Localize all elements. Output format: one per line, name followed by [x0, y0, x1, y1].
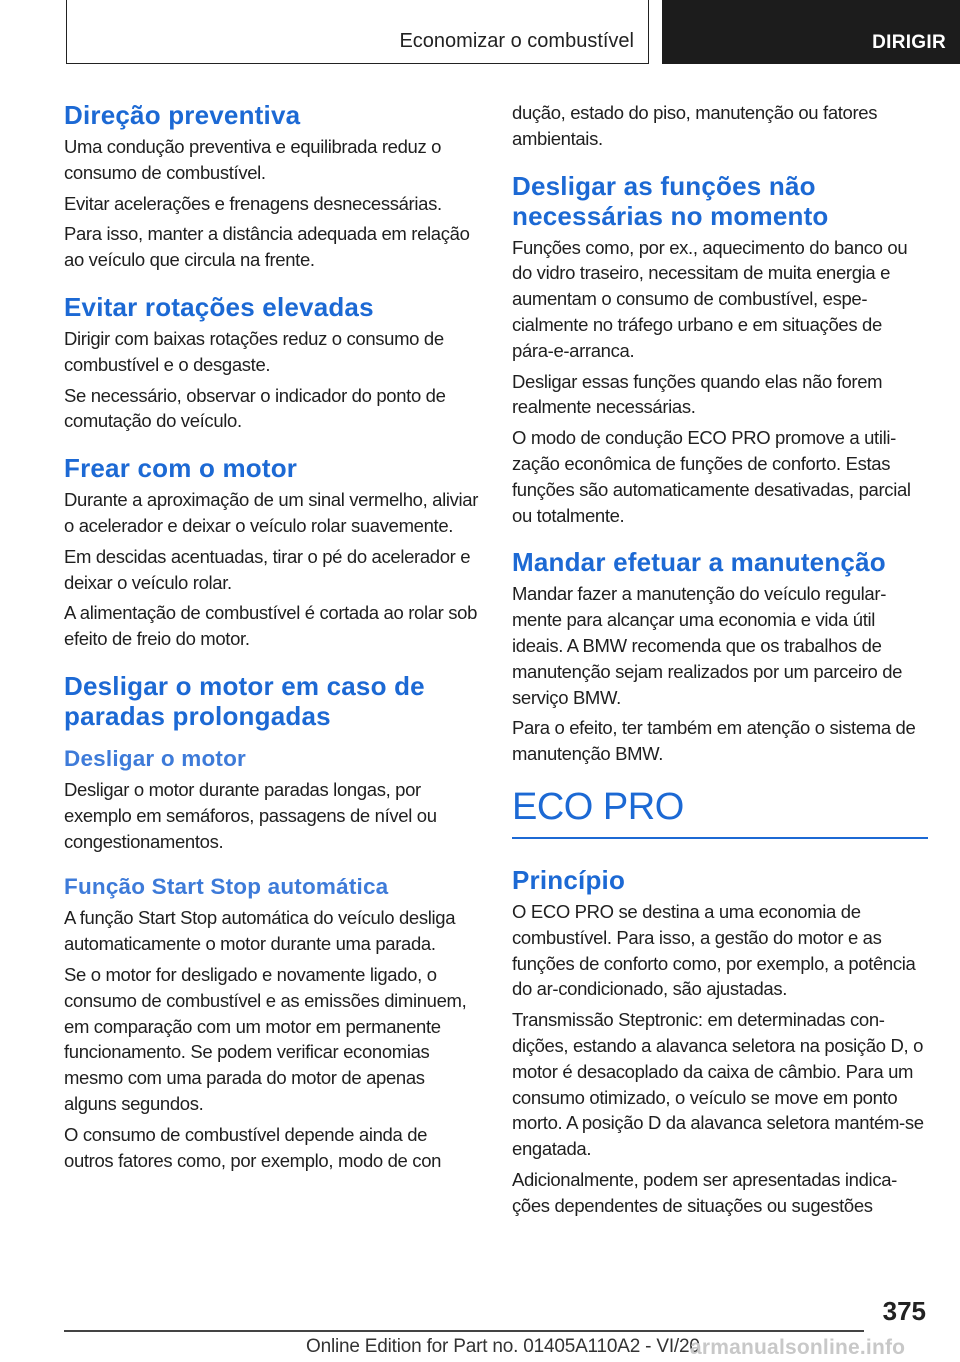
subheading-desligar-motor: Desligar o motor: [64, 745, 246, 771]
paragraph: Desligar essas funções quando elas não forem realmente necessárias.: [512, 370, 883, 418]
chapter-tab: [662, 0, 960, 64]
section-title: Economizar o combustível: [399, 30, 634, 52]
paragraph: A alimentação de combustível é cortada ao rolar sob efeito de freio do motor.: [64, 602, 478, 650]
paragraph: O consumo de combustível depende ainda de outros fatores como, por exemplo, modo de con: [64, 1123, 442, 1171]
heading-frear-com-motor: Frear com o motor: [64, 453, 298, 484]
header-frame: [66, 0, 649, 64]
paragraph: Se necessário, observar o indicador do ponto de comutação do veículo.: [64, 384, 446, 432]
paragraph: Transmissão Steptronic: em determinadas condições, estando a alavanca seletora na posição D, o motor é desacoplado da caixa de câmbio. Para um consumo otimizado, o veículo se move em ponto morto. A posição D da alavanca seletora mantém-se engatada.: [512, 1009, 924, 1160]
footer-edition: Online Edition for Part no. 01405A110A2 - VI/20: [306, 1336, 700, 1357]
paragraph: Funções como, por ex., aquecimento do banco ou do vidro traseiro, necessitam de muita energia e aumentam o consumo de combustível, especialmente no tráfego urbano e em situações de pára-e-arranca.: [512, 236, 908, 361]
paragraph: O ECO PRO se destina a uma economia de combustível. Para isso, a gestão do motor e as funções de conforto como, por exemplo, a potência do ar-condicionado, são ajustadas.: [512, 900, 916, 1000]
chapter-heading-eco-pro: ECO PRO: [512, 785, 928, 839]
paragraph: Se o motor for desligado e novamente ligado, o consumo de combustível e as emissões diminuem, em comparação com um motor em permanente funcionamento. Se podem verificar economias mesmo com uma parada do motor de apenas alguns segundos.: [64, 963, 467, 1114]
paragraph: Dirigir com baixas rotações reduz o consumo de combustível e o desgaste.: [64, 327, 444, 375]
paragraph: Durante a aproximação de um sinal vermelho, aliviar o acelerador e deixar o veículo rolar suavemente.: [64, 489, 479, 536]
heading-direcao-preventiva: Direção preventiva: [64, 100, 301, 130]
paragraph: O modo de condução ECO PRO promove a utilização econômica de funções de conforto. Estas funções são automaticamente desativadas, parcial ou totalmente.: [512, 427, 911, 526]
subheading-start-stop: Função Start Stop automática: [64, 874, 389, 900]
paragraph: Para isso, manter a distância adequada em relação ao veículo que circula na frente.: [64, 223, 470, 271]
paragraph: Mandar fazer a manutenção do veículo regularmente para alcançar uma economia e vida útil ideais. A BMW recomenda que os trabalhos de manutenção sejam realizados por um parceiro de serviço BMW.: [512, 583, 903, 708]
paragraph: dução, estado do piso, manutenção ou fatores ambientais.: [512, 102, 878, 149]
watermark: armanualsonline.info: [690, 1336, 906, 1359]
paragraph: Para o efeito, ter também em atenção o sistema de manutenção BMW.: [512, 717, 916, 765]
left-column: [64, 100, 480, 1178]
paragraph: A função Start Stop automática do veículo desliga automaticamente o motor durante uma parada.: [64, 907, 456, 955]
paragraph: Desligar o motor durante paradas longas, por exemplo em semáforos, passagens de nível ou congestionamentos.: [64, 778, 437, 852]
heading-desligar-funcoes: Desligar as funções não necessárias no momento: [512, 170, 829, 231]
heading-principio: Princípio: [512, 864, 626, 895]
heading-evitar-rotacoes: Evitar rotações elevadas: [64, 291, 374, 322]
heading-desligar-motor-paradas: Desligar o motor em caso de paradas prolongadas: [64, 670, 425, 731]
right-column: [512, 100, 928, 1224]
paragraph: Em descidas acentuadas, tirar o pé do acelerador e deixar o veículo rolar.: [64, 545, 471, 593]
heading-mandar-manutencao: Mandar efetuar a manutenção: [512, 547, 886, 578]
paragraph: Adicionalmente, podem ser apresentadas indicações dependentes de situações ou sugestões: [512, 1168, 898, 1216]
paragraph: Evitar acelerações e frenagens desnecessárias.: [64, 192, 442, 214]
footer-rule: [64, 1330, 864, 1332]
page-header: [0, 0, 960, 66]
chapter-label: DIRIGIR: [872, 32, 946, 53]
paragraph: Uma condução preventiva e equilibrada reduz o consumo de combustível.: [64, 136, 442, 183]
page-number: 375: [882, 1296, 926, 1326]
